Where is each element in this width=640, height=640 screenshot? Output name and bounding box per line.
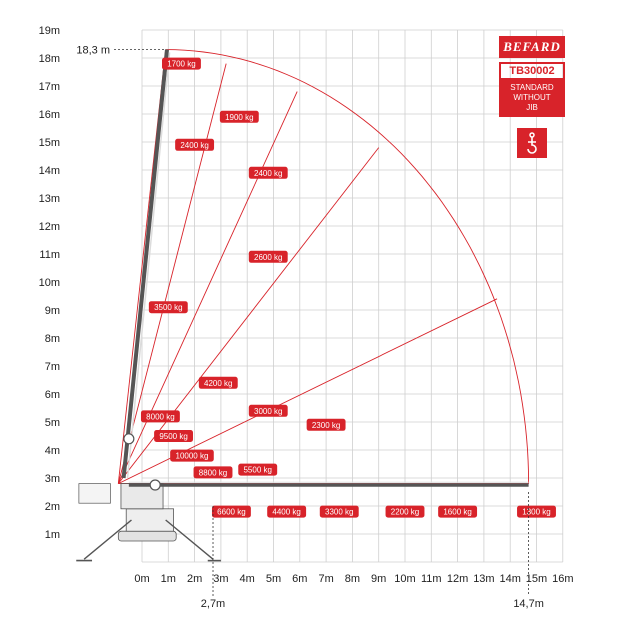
y-tick-label: 19m (38, 25, 60, 37)
load-label-text: 1700 kg (167, 59, 196, 69)
load-label (249, 405, 288, 417)
load-label (175, 139, 214, 151)
y-tick-label: 7m (44, 361, 60, 373)
load-label (154, 430, 193, 442)
load-label-text: 5500 kg (243, 465, 272, 475)
y-tick-label: 11m (39, 249, 60, 261)
x-tick-label: 16m (552, 573, 574, 585)
brand-panel (499, 36, 565, 136)
y-tick-label: 10m (38, 277, 60, 289)
load-label-text: 3500 kg (154, 303, 183, 313)
y-tick-label: 18m (38, 53, 60, 65)
y-tick-label: 6m (44, 389, 60, 401)
load-labels (141, 58, 556, 518)
x-tick-label: 6m (292, 573, 308, 585)
load-label (194, 466, 233, 478)
max-radius-label: 14,7m (513, 598, 544, 610)
min-radius-label: 2,7m (200, 598, 226, 610)
boom-pulley (150, 480, 160, 490)
load-label (386, 506, 425, 518)
x-tick-label: 3m (213, 573, 229, 585)
load-label-text: 6600 kg (217, 507, 246, 517)
config-line-3: JIB (526, 103, 538, 112)
y-tick-label: 5m (44, 417, 60, 429)
x-tick-label: 4m (239, 573, 255, 585)
load-label (249, 167, 288, 179)
axis-ticks (39, 25, 574, 585)
load-label-text: 1900 kg (225, 112, 254, 122)
load-label (149, 301, 188, 313)
load-label (220, 111, 259, 123)
x-tick-label: 15m (525, 573, 548, 585)
load-label-text: 1600 kg (443, 507, 472, 517)
y-tick-label: 1m (44, 529, 60, 541)
load-label (438, 506, 477, 518)
boom-radius-lines (118, 50, 528, 484)
crane-hook-icon (517, 128, 547, 158)
y-tick-label: 8m (44, 333, 60, 345)
load-label-text: 2400 kg (180, 140, 209, 150)
y-tick-label: 13m (38, 193, 60, 205)
load-label (238, 464, 277, 476)
crane-tracks (118, 531, 176, 541)
x-tick-label: 8m (344, 573, 361, 585)
y-tick-label: 2m (44, 501, 60, 513)
load-label (267, 506, 306, 518)
load-label (199, 377, 238, 389)
configuration-label (499, 80, 565, 117)
x-tick-label: 7m (318, 573, 334, 585)
load-label-text: 8800 kg (198, 468, 228, 478)
y-tick-label: 4m (44, 445, 60, 457)
y-tick-label: 15m (38, 137, 60, 149)
winch-drum (124, 434, 134, 444)
load-label (212, 506, 251, 518)
x-tick-label: 14m (499, 573, 521, 585)
load-label-text: 9500 kg (159, 432, 188, 441)
load-label-text: 3300 kg (325, 507, 354, 517)
config-line-1: STANDARD (510, 83, 554, 92)
load-label (249, 251, 288, 263)
load-label (320, 506, 359, 518)
load-label-text: 8000 kg (146, 412, 175, 422)
config-line-2: WITHOUT (513, 93, 551, 102)
x-tick-label: 1m (160, 573, 176, 585)
load-label (170, 450, 214, 462)
max-height-label: 18,3 m (76, 44, 110, 57)
load-label-text: 3000 kg (254, 406, 283, 416)
y-tick-label: 12m (38, 221, 60, 233)
load-label-text: 2300 kg (311, 420, 341, 430)
y-tick-label: 14m (38, 165, 60, 177)
load-label (517, 506, 556, 518)
load-label-text: 2400 kg (254, 168, 283, 178)
load-label-text: 2600 kg (254, 252, 283, 262)
crane-rear-deck (79, 484, 111, 504)
x-tick-label: 5m (265, 573, 282, 585)
load-label-text: 4200 kg (204, 378, 233, 388)
load-label-text: 10000 kg (175, 451, 209, 461)
x-tick-label: 10m (394, 573, 416, 585)
x-tick-label: 11m (421, 573, 442, 585)
x-tick-label: 12m (446, 573, 469, 585)
y-tick-label: 9m (44, 305, 60, 317)
load-label-text: 2200 kg (390, 507, 420, 517)
brand-logo: BEFARD (499, 36, 565, 58)
model-name: TB30002 (499, 62, 565, 80)
crane-illustration (76, 50, 528, 561)
y-tick-label: 16m (38, 109, 60, 121)
y-tick-label: 3m (44, 473, 60, 485)
x-tick-label: 0m (134, 573, 150, 585)
x-tick-label: 13m (473, 573, 495, 585)
load-label (141, 410, 180, 422)
x-tick-label: 2m (186, 573, 203, 585)
y-tick-label: 17m (38, 81, 60, 93)
load-label-text: 1300 kg (522, 507, 551, 517)
load-label (162, 58, 201, 70)
x-tick-label: 9m (371, 573, 387, 585)
load-label (307, 419, 346, 431)
load-label-text: 4400 kg (272, 507, 301, 517)
